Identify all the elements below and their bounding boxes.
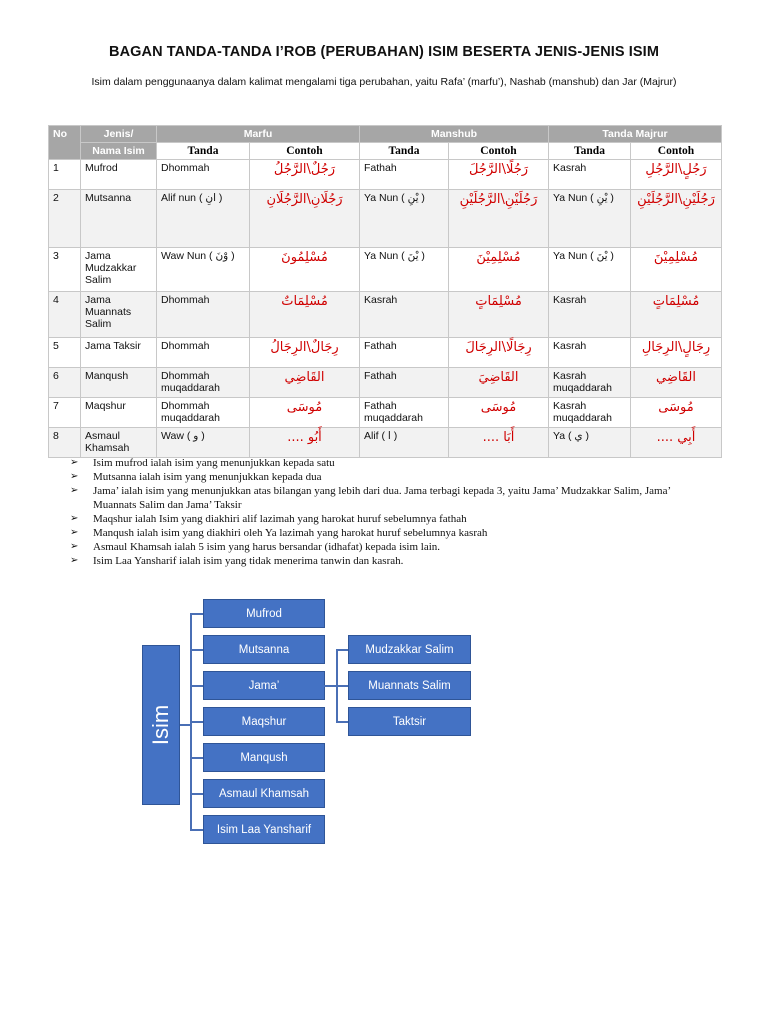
cell-no: 4 (49, 292, 81, 338)
cell-jenis: Maqshur (81, 398, 157, 428)
cell-contoh-marfu (250, 292, 360, 338)
cell-tanda-marfu: Alif nun ( انِ ) (157, 190, 250, 248)
diagram-node: Isim Laa Yansharif (203, 815, 325, 844)
cell-jenis: Jama Taksir (81, 338, 157, 368)
table-row (49, 190, 722, 248)
cell-contoh-majrur (631, 248, 722, 292)
notes-list (70, 456, 710, 568)
arabic-example: مُوسَى (658, 400, 694, 415)
arabic-example: رَجُلٍ\ (678, 162, 707, 177)
irob-table (48, 125, 722, 458)
arabic-example: رِجَالٌ\ (306, 340, 339, 355)
header-marfu: Marfu (157, 126, 360, 143)
cell-tanda-majrur: Kasrah (549, 292, 631, 338)
table-row (49, 368, 722, 398)
cell-jenis: Asmaul Khamsah (81, 428, 157, 458)
diagram-node: Mutsanna (203, 635, 325, 664)
cell-contoh-marfu (250, 160, 360, 190)
cell-contoh-majrur (631, 292, 722, 338)
table-row (49, 338, 722, 368)
cell-no: 1 (49, 160, 81, 190)
note-item (70, 540, 710, 554)
header-tanda: Tanda (549, 143, 631, 160)
arabic-example: رَجُلٌ\ (306, 162, 336, 177)
cell-no: 6 (49, 368, 81, 398)
header-nama-isim: Nama Isim (81, 143, 157, 160)
cell-tanda-marfu: Dhommah (157, 160, 250, 190)
header-contoh: Contoh (250, 143, 360, 160)
cell-contoh-manshub (449, 248, 549, 292)
cell-tanda-manshub: Fathah (360, 160, 449, 190)
table-row (49, 292, 722, 338)
cell-tanda-manshub: Fathah (360, 368, 449, 398)
diagram-node: Asmaul Khamsah (203, 779, 325, 808)
note-item (70, 526, 710, 540)
note-text: Mutsanna ialah isim yang menunjukkan kepada dua (93, 471, 322, 483)
diagram-jama-node: Mudzakkar Salim (348, 635, 471, 664)
arrow-bullet-icon: ➢ (70, 471, 79, 482)
cell-tanda-majrur: Ya Nun ( يْنِ ) (549, 190, 631, 248)
note-text: Maqshur ialah Isim yang diakhiri alif lazimah yang harokat huruf sebelumnya fathah (93, 513, 467, 525)
arrow-bullet-icon: ➢ (70, 541, 79, 552)
arabic-example: أَبُو .... (287, 430, 322, 445)
arabic-example: الرَّجُلَانِ (266, 192, 307, 207)
cell-tanda-marfu: Dhommah muqaddarah (157, 368, 250, 398)
cell-tanda-majrur: Ya ( ي ) (549, 428, 631, 458)
header-no: No (49, 126, 81, 160)
arabic-example: أَبِي .... (656, 430, 696, 445)
cell-tanda-marfu: Dhommah muqaddarah (157, 398, 250, 428)
arrow-bullet-icon: ➢ (70, 555, 79, 566)
arabic-example: أَبَا .... (482, 430, 515, 445)
cell-contoh-manshub (449, 160, 549, 190)
arabic-example: الرَّجُلُ (273, 162, 307, 177)
note-item (70, 484, 710, 512)
arabic-example: الرَّجُلَ (468, 162, 502, 177)
cell-tanda-manshub: Fathah muqaddarah (360, 398, 449, 428)
cell-tanda-marfu: Waw ( و ) (157, 428, 250, 458)
diagram-node: Jama’ (203, 671, 325, 700)
arabic-example: الرَّجُلَيْنِ (637, 192, 679, 207)
diagram-node: Manqush (203, 743, 325, 772)
cell-contoh-manshub (449, 338, 549, 368)
diagram-node: Mufrod (203, 599, 325, 628)
cell-no: 7 (49, 398, 81, 428)
cell-contoh-manshub (449, 292, 549, 338)
cell-jenis: Mutsanna (81, 190, 157, 248)
arabic-example: الرِجَالِ (641, 340, 679, 355)
table-row (49, 428, 722, 458)
cell-tanda-majrur: Kasrah muqaddarah (549, 398, 631, 428)
arabic-example: رَجُلَيْنِ\ (678, 192, 715, 207)
header-jenis: Jenis/ (81, 126, 157, 143)
cell-tanda-marfu: Waw Nun ( وْنَ ) (157, 248, 250, 292)
table-row (49, 248, 722, 292)
arabic-example: القَاضِي (284, 370, 325, 385)
note-text: Manqush ialah isim yang diakhiri oleh Ya lazimah yang harokat huruf sebelumnya kasrah (93, 527, 488, 539)
cell-tanda-manshub: Alif ( ا ) (360, 428, 449, 458)
cell-contoh-majrur (631, 160, 722, 190)
header-contoh: Contoh (449, 143, 549, 160)
diagram-jama-node: Muannats Salim (348, 671, 471, 700)
arabic-example: مُوسَى (286, 400, 323, 415)
arabic-example: القَاضِي (656, 370, 696, 385)
cell-contoh-marfu (250, 338, 360, 368)
note-item (70, 554, 710, 568)
cell-no: 3 (49, 248, 81, 292)
cell-contoh-manshub (449, 398, 549, 428)
diagram-jama-node: Taktsir (348, 707, 471, 736)
arabic-example: مُسْلِمِيْنَ (476, 250, 521, 265)
arabic-example: رَجُلًا\ (501, 162, 529, 177)
cell-no: 2 (49, 190, 81, 248)
cell-contoh-marfu (250, 368, 360, 398)
note-item (70, 512, 710, 526)
cell-contoh-majrur (631, 368, 722, 398)
arabic-example: رَجُلَيْنِ\ (500, 192, 538, 207)
note-item (70, 456, 710, 470)
cell-contoh-marfu (250, 398, 360, 428)
cell-jenis: Mufrod (81, 160, 157, 190)
table-row (49, 160, 722, 190)
note-item (70, 470, 710, 484)
note-text: Jama’ ialah isim yang menunjukkan atas bilangan yang lebih dari dua. Jama terbagi kepada 3, yaitu Jama’ Mudzakkar Salim, Jama’ Muannats Salim dan Jama’ Taksir (93, 485, 671, 511)
arabic-example: الرِجَالَ (465, 340, 502, 355)
arabic-example: الرِجَالُ (270, 340, 307, 355)
intro-text: Isim dalam penggunaanya dalam kalimat mengalami tiga perubahan, yaitu Rafa’ (marfu’), Nashab (manshub) dan Jar (Majrur) (91, 76, 677, 88)
header-tanda: Tanda (360, 143, 449, 160)
arrow-bullet-icon: ➢ (70, 485, 79, 496)
arabic-example: مُسْلِمَاتٍ (475, 294, 522, 309)
arabic-example: رَجُلَانِ\ (306, 192, 343, 207)
arabic-example: رِجَالًا\ (501, 340, 532, 355)
cell-contoh-majrur (631, 190, 722, 248)
cell-tanda-majrur: Kasrah muqaddarah (549, 368, 631, 398)
cell-contoh-majrur (631, 398, 722, 428)
cell-tanda-marfu: Dhommah (157, 338, 250, 368)
cell-contoh-majrur (631, 338, 722, 368)
cell-jenis: Jama Muannats Salim (81, 292, 157, 338)
arabic-example: مُسْلِمَاتٍ (652, 294, 700, 309)
arabic-example: مُسْلِمُونَ (281, 250, 328, 265)
cell-tanda-manshub: Ya Nun ( يْنَ ) (360, 248, 449, 292)
note-text: Asmaul Khamsah ialah 5 isim yang harus bersandar (idhafat) kepada isim lain. (93, 541, 441, 553)
cell-tanda-majrur: Kasrah (549, 338, 631, 368)
arrow-bullet-icon: ➢ (70, 513, 79, 524)
header-manshub: Manshub (360, 126, 549, 143)
cell-contoh-manshub (449, 190, 549, 248)
cell-contoh-majrur (631, 428, 722, 458)
table-row (49, 398, 722, 428)
arabic-example: الرَّجُلِ (645, 162, 679, 177)
cell-contoh-manshub (449, 368, 549, 398)
cell-tanda-marfu: Dhommah (157, 292, 250, 338)
header-tanda: Tanda (157, 143, 250, 160)
note-text: Isim Laa Yansharif ialah isim yang tidak menerima tanwin dan kasrah. (93, 555, 404, 567)
page-title: BAGAN TANDA-TANDA I’ROB (PERUBAHAN) ISIM BESERTA JENIS-JENIS ISIM (109, 44, 659, 60)
diagram-node: Maqshur (203, 707, 325, 736)
cell-jenis: Jama Mudzakkar Salim (81, 248, 157, 292)
cell-tanda-manshub: Kasrah (360, 292, 449, 338)
note-text: Isim mufrod ialah isim yang menunjukkan kepada satu (93, 457, 335, 469)
header-majrur: Tanda Majrur (549, 126, 722, 143)
cell-jenis: Manqush (81, 368, 157, 398)
header-contoh: Contoh (631, 143, 722, 160)
arrow-bullet-icon: ➢ (70, 457, 79, 468)
cell-contoh-marfu (250, 190, 360, 248)
cell-no: 8 (49, 428, 81, 458)
diagram-root-isim: Isim (142, 645, 180, 805)
cell-contoh-marfu (250, 248, 360, 292)
arabic-example: مُوسَى (480, 400, 517, 415)
arabic-example: مُسْلِمَاتٌ (281, 294, 328, 309)
cell-no: 5 (49, 338, 81, 368)
arabic-example: القَاضِيَ (478, 370, 519, 385)
cell-tanda-manshub: Fathah (360, 338, 449, 368)
cell-tanda-majrur: Kasrah (549, 160, 631, 190)
arabic-example: رِجَالٍ\ (678, 340, 711, 355)
cell-contoh-manshub (449, 428, 549, 458)
arrow-bullet-icon: ➢ (70, 527, 79, 538)
arabic-example: الرَّجُلَيْنِ (459, 192, 501, 207)
arabic-example: مُسْلِمِيْنَ (653, 250, 699, 265)
cell-tanda-manshub: Ya Nun ( يْنِ ) (360, 190, 449, 248)
cell-contoh-marfu (250, 428, 360, 458)
cell-tanda-majrur: Ya Nun ( يْنَ ) (549, 248, 631, 292)
